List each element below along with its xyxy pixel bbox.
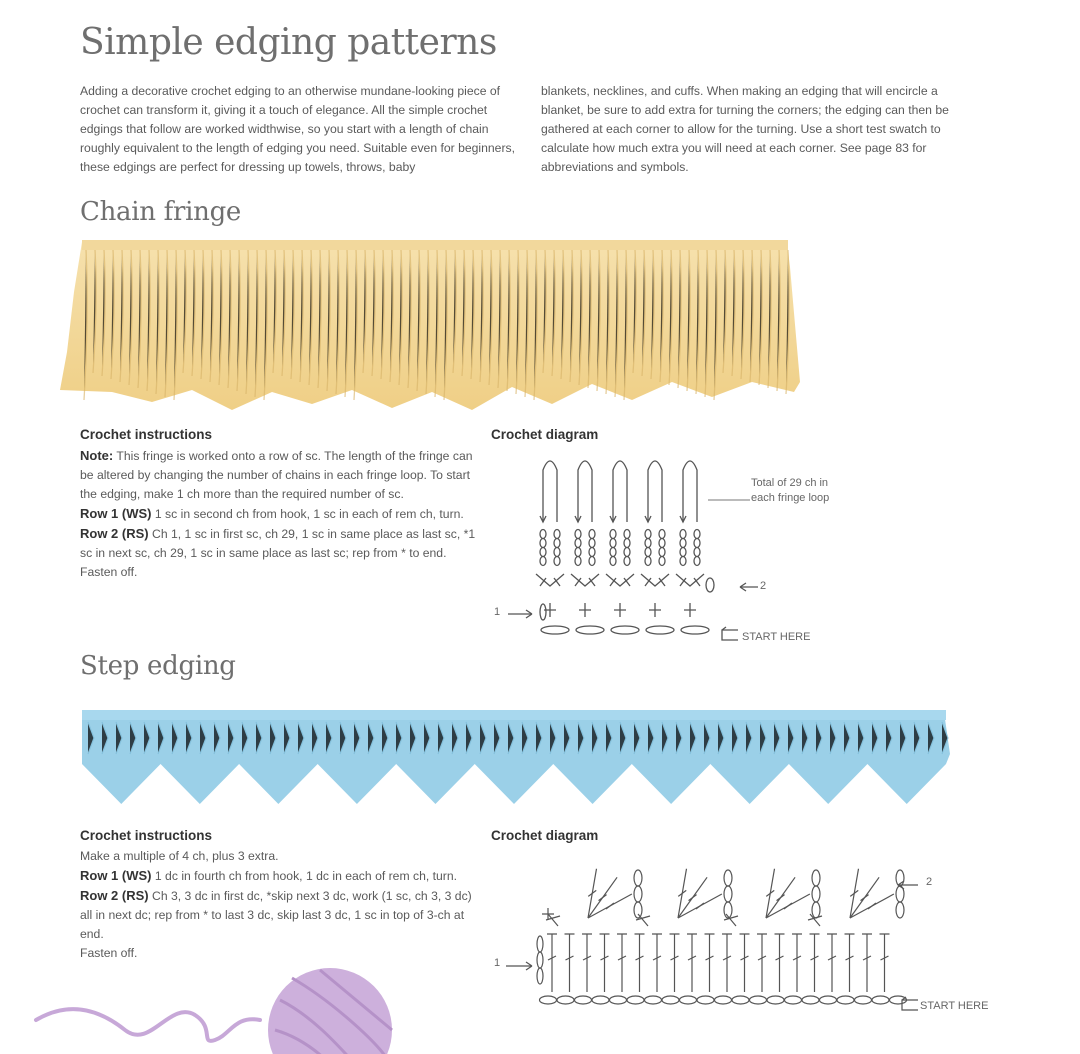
chain-instructions-body: [80, 446, 480, 582]
yarn-decoration: [30, 960, 410, 1054]
step-row1-marker: 1: [494, 957, 501, 969]
step-fasten-off: Fasten off.: [80, 946, 138, 960]
step-instructions-body: [80, 847, 480, 963]
step-start-here-label: START HERE: [920, 1000, 989, 1012]
step-diagram-heading: Crochet diagram: [491, 828, 599, 843]
yarn-strand-icon: [36, 1009, 260, 1041]
chain-fringe-diagram: [488, 452, 838, 652]
step-row2-text: Ch 3, 3 dc in first dc, *skip next 3 dc, work (1 sc, ch 3, 3 dc) all in next dc; rep from * to last 3 dc, skip last 3 dc, 1 sc in top of 3-ch at end.: [80, 889, 472, 941]
row1-label: Row 1 (WS): [80, 506, 152, 521]
step-edging-diagram: [488, 850, 1008, 1025]
fasten-off: Fasten off.: [80, 565, 138, 579]
row1-text: 1 sc in second ch from hook, 1 sc in each of rem ch, turn.: [154, 507, 464, 521]
chain-fringe-swatch-image: [52, 232, 812, 418]
intro-text-column-1: Adding a decorative crochet edging to an otherwise mundane-looking piece of crochet can transform it, giving it a touch of elegance. All the simple crochet edgings that follow are worked widthwise, so you start with a length of chain roughly equivalent to the length of edging you need. Suitable even for beginners, these edgings are perfect for dressing up towels, throws, baby: [80, 84, 516, 174]
start-here-label: START HERE: [742, 631, 811, 643]
chain-diagram-heading: Crochet diagram: [491, 427, 599, 442]
step-instructions-heading: Crochet instructions: [80, 828, 213, 843]
diagram-note-line1: Total of 29 ch in: [751, 477, 829, 489]
row1-marker: 1: [494, 606, 501, 618]
step-intro: Make a multiple of 4 ch, plus 3 extra.: [80, 849, 279, 863]
chain-instructions-heading: Crochet instructions: [80, 427, 213, 442]
page-title: Simple edging patterns: [80, 22, 497, 63]
diagram-note-line2: each fringe loop: [751, 492, 830, 504]
chain-fringe-title: Chain fringe: [80, 197, 242, 227]
step-row1-text: 1 dc in fourth ch from hook, 1 dc in each of rem ch, turn.: [154, 869, 458, 883]
note-text: This fringe is worked onto a row of sc. The length of the fringe can be altered by changing the number of chains in each fringe loop. To start the edging, make 1 ch more than the required number of sc.: [80, 449, 473, 501]
row2-label: Row 2 (RS): [80, 526, 149, 541]
step-edging-title: Step edging: [80, 651, 236, 681]
intro-text-column-2: blankets, necklines, and cuffs. When making an edging that will encircle a blanket, be sure to add extra for turning the corners; the edging can then be gathered at each corner to allow for the turning. Use a short test swatch to calculate how much extra you will need at each corner. See page 83 for abbreviations and symbols.: [541, 84, 949, 174]
step-edging-swatch-image: [76, 704, 956, 812]
note-label: Note:: [80, 448, 114, 463]
row2-text: Ch 1, 1 sc in first sc, ch 29, 1 sc in same place as last sc, *1 sc in next sc, ch 29, 1 sc in same place as last sc; rep from * to end.: [80, 527, 476, 560]
step-row1-label: Row 1 (WS): [80, 868, 152, 883]
row2-marker: 2: [760, 580, 767, 592]
step-row2-label: Row 2 (RS): [80, 888, 149, 903]
step-row2-marker: 2: [926, 876, 933, 888]
yarn-ball-icon: [268, 968, 392, 1054]
